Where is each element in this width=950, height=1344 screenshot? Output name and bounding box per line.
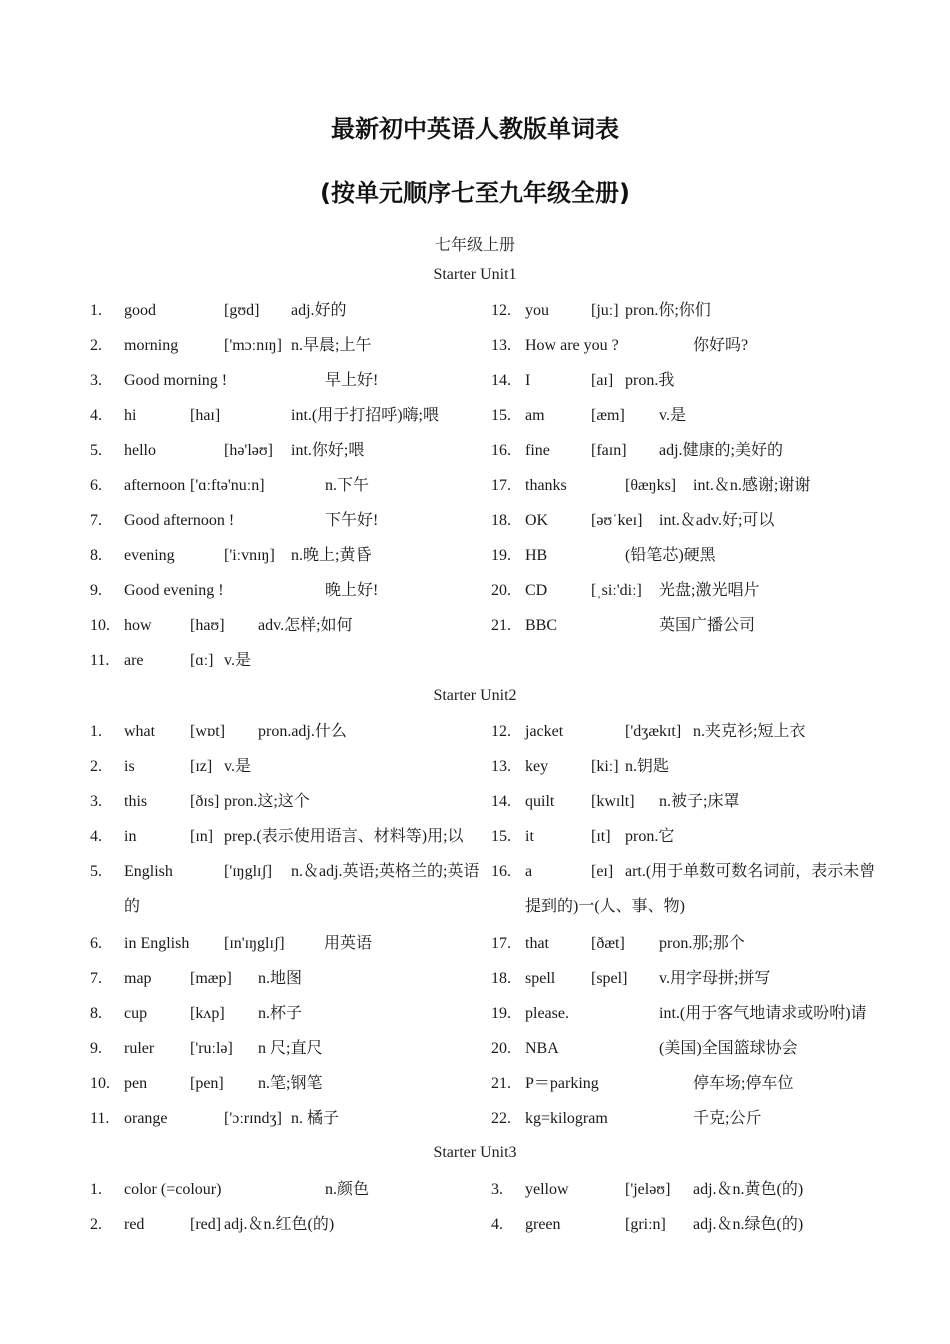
entry-number: 11. — [90, 652, 110, 669]
entry-definition: 你好吗? — [693, 337, 749, 354]
unit-heading: Starter Unit3 — [433, 1144, 517, 1161]
unit-heading: Starter Unit1 — [433, 266, 517, 283]
entry-phonetic: [ɪt] — [591, 828, 611, 845]
entry-phonetic: ['ɔːrɪndʒ] — [224, 1110, 282, 1127]
entry-definition: int.＆n.感谢;谢谢 — [693, 477, 811, 494]
entry-number: 17. — [491, 477, 511, 494]
entry-definition: n.早晨;上午 — [291, 337, 372, 354]
entry-phonetic: [hə'ləʊ] — [224, 442, 273, 459]
entry-definition: n.晚上;黄昏 — [291, 547, 372, 564]
entry-number: 6. — [90, 935, 102, 952]
entry-phonetic: [kiː] — [591, 758, 619, 775]
entry-number: 19. — [491, 1005, 511, 1022]
document-subtitle: (按单元顺序七至九年级全册) — [320, 179, 630, 207]
entry-phonetic: [ˌsiː'diː] — [591, 582, 642, 599]
entry-definition: pron.你;你们 — [625, 302, 711, 319]
entry-definition: prep.(表示使用语言、材料等)用;以 — [224, 828, 464, 845]
entry-number: 18. — [491, 512, 511, 529]
entry-phonetic: ['dʒækɪt] — [625, 723, 682, 740]
entry-word: red — [124, 1216, 145, 1233]
entry-phonetic: [red] — [190, 1216, 222, 1233]
entry-definition: adj.＆n.绿色(的) — [693, 1216, 804, 1233]
entry-definition-continued: 的 — [124, 898, 141, 915]
entry-number: 8. — [90, 1005, 102, 1022]
entry-phonetic: [aɪ] — [591, 372, 614, 389]
entry-word: am — [525, 407, 545, 424]
entry-word: thanks — [525, 477, 567, 494]
entry-number: 5. — [90, 863, 102, 880]
entry-phonetic: [ðæt] — [591, 935, 625, 952]
entry-definition: pron.那;那个 — [659, 935, 745, 952]
unit-heading: Starter Unit2 — [433, 687, 517, 704]
entry-number: 4. — [90, 407, 102, 424]
entry-phonetic: [haɪ] — [190, 407, 221, 424]
entry-word: HB — [525, 547, 548, 564]
entry-number: 3. — [90, 372, 102, 389]
entry-number: 1. — [90, 723, 102, 740]
entry-definition: (美国)全国篮球协会 — [659, 1040, 798, 1057]
entry-word: what — [124, 723, 156, 740]
entry-number: 22. — [491, 1110, 511, 1127]
entry-definition: 下午好! — [325, 512, 379, 529]
entry-definition: n. 橘子 — [291, 1110, 340, 1127]
entry-phonetic: [əʊˈkeɪ] — [591, 512, 643, 529]
entry-number: 15. — [491, 828, 511, 845]
entry-definition: n.＆adj.英语;英格兰的;英语 — [291, 863, 480, 880]
entry-definition: pron.我 — [625, 372, 675, 389]
entry-word: please. — [525, 1005, 569, 1022]
entry-phonetic: [haʊ] — [190, 617, 225, 634]
entry-word: CD — [525, 582, 548, 599]
entry-word: a — [525, 863, 533, 880]
entry-definition: pron.这;这个 — [224, 793, 310, 810]
entry-phonetic: ['jeləʊ] — [625, 1181, 671, 1198]
entry-word: hello — [124, 442, 156, 459]
entry-number: 2. — [90, 758, 102, 775]
entry-word: English — [124, 863, 173, 880]
entry-phonetic: [pen] — [190, 1075, 224, 1092]
entry-word: key — [525, 758, 549, 775]
entry-phonetic: [ɪz] — [190, 758, 213, 775]
entry-phonetic: [wɒt] — [190, 723, 226, 740]
entry-word: jacket — [525, 723, 564, 740]
entry-word: I — [525, 372, 531, 389]
entry-definition: 早上好! — [325, 372, 379, 389]
entry-number: 16. — [491, 442, 511, 459]
entry-number: 14. — [491, 372, 511, 389]
entry-word: pen — [124, 1075, 148, 1092]
entry-number: 1. — [90, 302, 102, 319]
entry-word: in English — [124, 935, 190, 952]
entry-number: 10. — [90, 617, 110, 634]
entry-definition: n 尺;直尺 — [258, 1040, 323, 1057]
entry-definition: 停车场;停车位 — [693, 1075, 794, 1092]
entry-phonetic: ['iːvnɪŋ] — [224, 547, 275, 564]
entry-word: map — [124, 970, 152, 987]
entry-phonetic: [griːn] — [625, 1216, 666, 1233]
entry-definition: int.(用于客气地请求或吩咐)请 — [659, 1005, 867, 1022]
entry-phonetic: ['ɑːftə'nuːn] — [190, 477, 265, 494]
entry-word: color (=colour) — [124, 1181, 222, 1198]
entry-definition: 英国广播公司 — [659, 617, 756, 634]
entry-definition: int.(用于打招呼)嗨;喂 — [291, 407, 439, 424]
entry-number: 5. — [90, 442, 102, 459]
entry-definition: 晚上好! — [325, 582, 379, 599]
entry-definition: int.＆adv.好;可以 — [659, 512, 775, 529]
entry-definition: 用英语 — [324, 935, 373, 952]
entry-number: 9. — [90, 1040, 102, 1057]
entry-number: 10. — [90, 1075, 110, 1092]
entry-phonetic: [æm] — [591, 407, 625, 424]
entry-word: is — [124, 758, 135, 775]
entry-phonetic: ['mɔːnɪŋ] — [224, 337, 282, 354]
entry-phonetic: [ɪn] — [190, 828, 214, 845]
entry-definition: (铅笔芯)硬黑 — [625, 547, 716, 564]
entry-word: evening — [124, 547, 175, 564]
grade-heading: 七年级上册 — [434, 237, 515, 254]
entry-definition: int.你好;喂 — [291, 442, 365, 459]
entry-word: orange — [124, 1110, 168, 1127]
entry-number: 13. — [491, 758, 511, 775]
entry-word: green — [525, 1216, 561, 1233]
entry-word: OK — [525, 512, 549, 529]
entry-definition: n.夹克衫;短上衣 — [693, 723, 806, 740]
entry-number: 21. — [491, 1075, 511, 1092]
entry-number: 13. — [491, 337, 511, 354]
entry-word: ruler — [124, 1040, 155, 1057]
entry-number: 11. — [90, 1110, 110, 1127]
entry-number: 3. — [90, 793, 102, 810]
entry-word: P＝parking — [525, 1075, 599, 1092]
entry-number: 12. — [491, 723, 511, 740]
entry-number: 19. — [491, 547, 511, 564]
entry-number: 16. — [491, 863, 511, 880]
entry-number: 6. — [90, 477, 102, 494]
entry-number: 7. — [90, 512, 102, 529]
entry-word: yellow — [525, 1181, 569, 1198]
entry-definition: 千克;公斤 — [693, 1110, 762, 1127]
entry-number: 15. — [491, 407, 511, 424]
entry-definition: n.笔;钢笔 — [258, 1075, 323, 1092]
entry-number: 12. — [491, 302, 511, 319]
entry-word: Good afternoon ! — [124, 512, 235, 529]
entry-word: Good morning ! — [124, 372, 228, 389]
entry-definition: pron.adj.什么 — [258, 723, 347, 740]
entry-phonetic: [kwɪlt] — [591, 793, 635, 810]
entry-number: 17. — [491, 935, 511, 952]
entry-phonetic: [spel] — [591, 970, 628, 987]
entry-definition: 光盘;激光唱片 — [659, 582, 760, 599]
entry-definition: art.(用于单数可数名词前，表示未曾 — [625, 863, 876, 880]
entry-word: morning — [124, 337, 179, 354]
entry-word: in — [124, 828, 137, 845]
entry-definition: n.下午 — [325, 477, 370, 494]
entry-word: kg=kilogram — [525, 1110, 608, 1127]
entry-definition: n.被子;床罩 — [659, 793, 740, 810]
entry-phonetic: [ɪn'ɪŋglɪʃ] — [224, 935, 285, 952]
entry-number: 18. — [491, 970, 511, 987]
entry-definition: v.用字母拼;拼写 — [659, 970, 771, 987]
entry-word: you — [525, 302, 549, 319]
entry-word: how — [124, 617, 152, 634]
entry-phonetic: ['ruːlə] — [190, 1040, 233, 1057]
entry-definition: v.是 — [224, 758, 251, 775]
entry-phonetic: [gʊd] — [224, 302, 260, 319]
entry-word: NBA — [525, 1040, 559, 1057]
entry-definition: v.是 — [224, 652, 251, 669]
entry-definition: adj.好的 — [291, 302, 347, 319]
entry-number: 9. — [90, 582, 102, 599]
entry-phonetic: [kʌp] — [190, 1005, 225, 1022]
entry-number: 20. — [491, 1040, 511, 1057]
entry-word: good — [124, 302, 156, 319]
entry-definition: v.是 — [659, 407, 686, 424]
entry-word: that — [525, 935, 549, 952]
entry-definition: adj.＆n.黄色(的) — [693, 1181, 804, 1198]
entry-phonetic: [ðɪs] — [190, 793, 220, 810]
entry-word: afternoon — [124, 477, 186, 494]
entry-definition: n.钥匙 — [625, 758, 670, 775]
entry-definition: adv.怎样;如何 — [258, 617, 353, 634]
entry-definition: adj.健康的;美好的 — [659, 442, 783, 459]
entry-phonetic: [mæp] — [190, 970, 232, 987]
entry-number: 2. — [90, 337, 102, 354]
entry-word: spell — [525, 970, 556, 987]
entry-word: fine — [525, 442, 550, 459]
entry-number: 7. — [90, 970, 102, 987]
entry-word: hi — [124, 407, 137, 424]
entry-number: 1. — [90, 1181, 102, 1198]
entry-word: are — [124, 652, 144, 669]
entry-number: 21. — [491, 617, 511, 634]
entry-number: 20. — [491, 582, 511, 599]
entry-phonetic: [ɑː] — [190, 652, 214, 669]
entry-definition: adj.＆n.红色(的) — [224, 1216, 335, 1233]
entry-number: 4. — [491, 1216, 503, 1233]
entry-definition-continued: 提到的)一(人、事、物) — [525, 898, 685, 915]
entry-number: 3. — [491, 1181, 503, 1198]
entry-word: quilt — [525, 793, 555, 810]
entry-word: BBC — [525, 617, 558, 634]
entry-phonetic: ['ɪŋglɪʃ] — [224, 863, 273, 880]
entry-definition: n.颜色 — [325, 1181, 370, 1198]
entry-word: it — [525, 828, 534, 845]
entry-number: 2. — [90, 1216, 102, 1233]
entry-definition: pron.它 — [625, 828, 675, 845]
entry-word: this — [124, 793, 148, 810]
entry-number: 4. — [90, 828, 102, 845]
document-title: 最新初中英语人教版单词表 — [331, 115, 619, 143]
entry-definition: n.地图 — [258, 970, 303, 987]
entry-number: 8. — [90, 547, 102, 564]
entry-word: How are you ? — [525, 337, 619, 354]
entry-phonetic: [juː] — [591, 302, 619, 319]
entry-number: 14. — [491, 793, 511, 810]
entry-word: cup — [124, 1005, 148, 1022]
entry-definition: n.杯子 — [258, 1005, 303, 1022]
entry-phonetic: [θæŋks] — [625, 477, 677, 494]
entry-phonetic: [faɪn] — [591, 442, 627, 459]
entry-word: Good evening ! — [124, 582, 224, 599]
entry-phonetic: [eɪ] — [591, 863, 614, 880]
